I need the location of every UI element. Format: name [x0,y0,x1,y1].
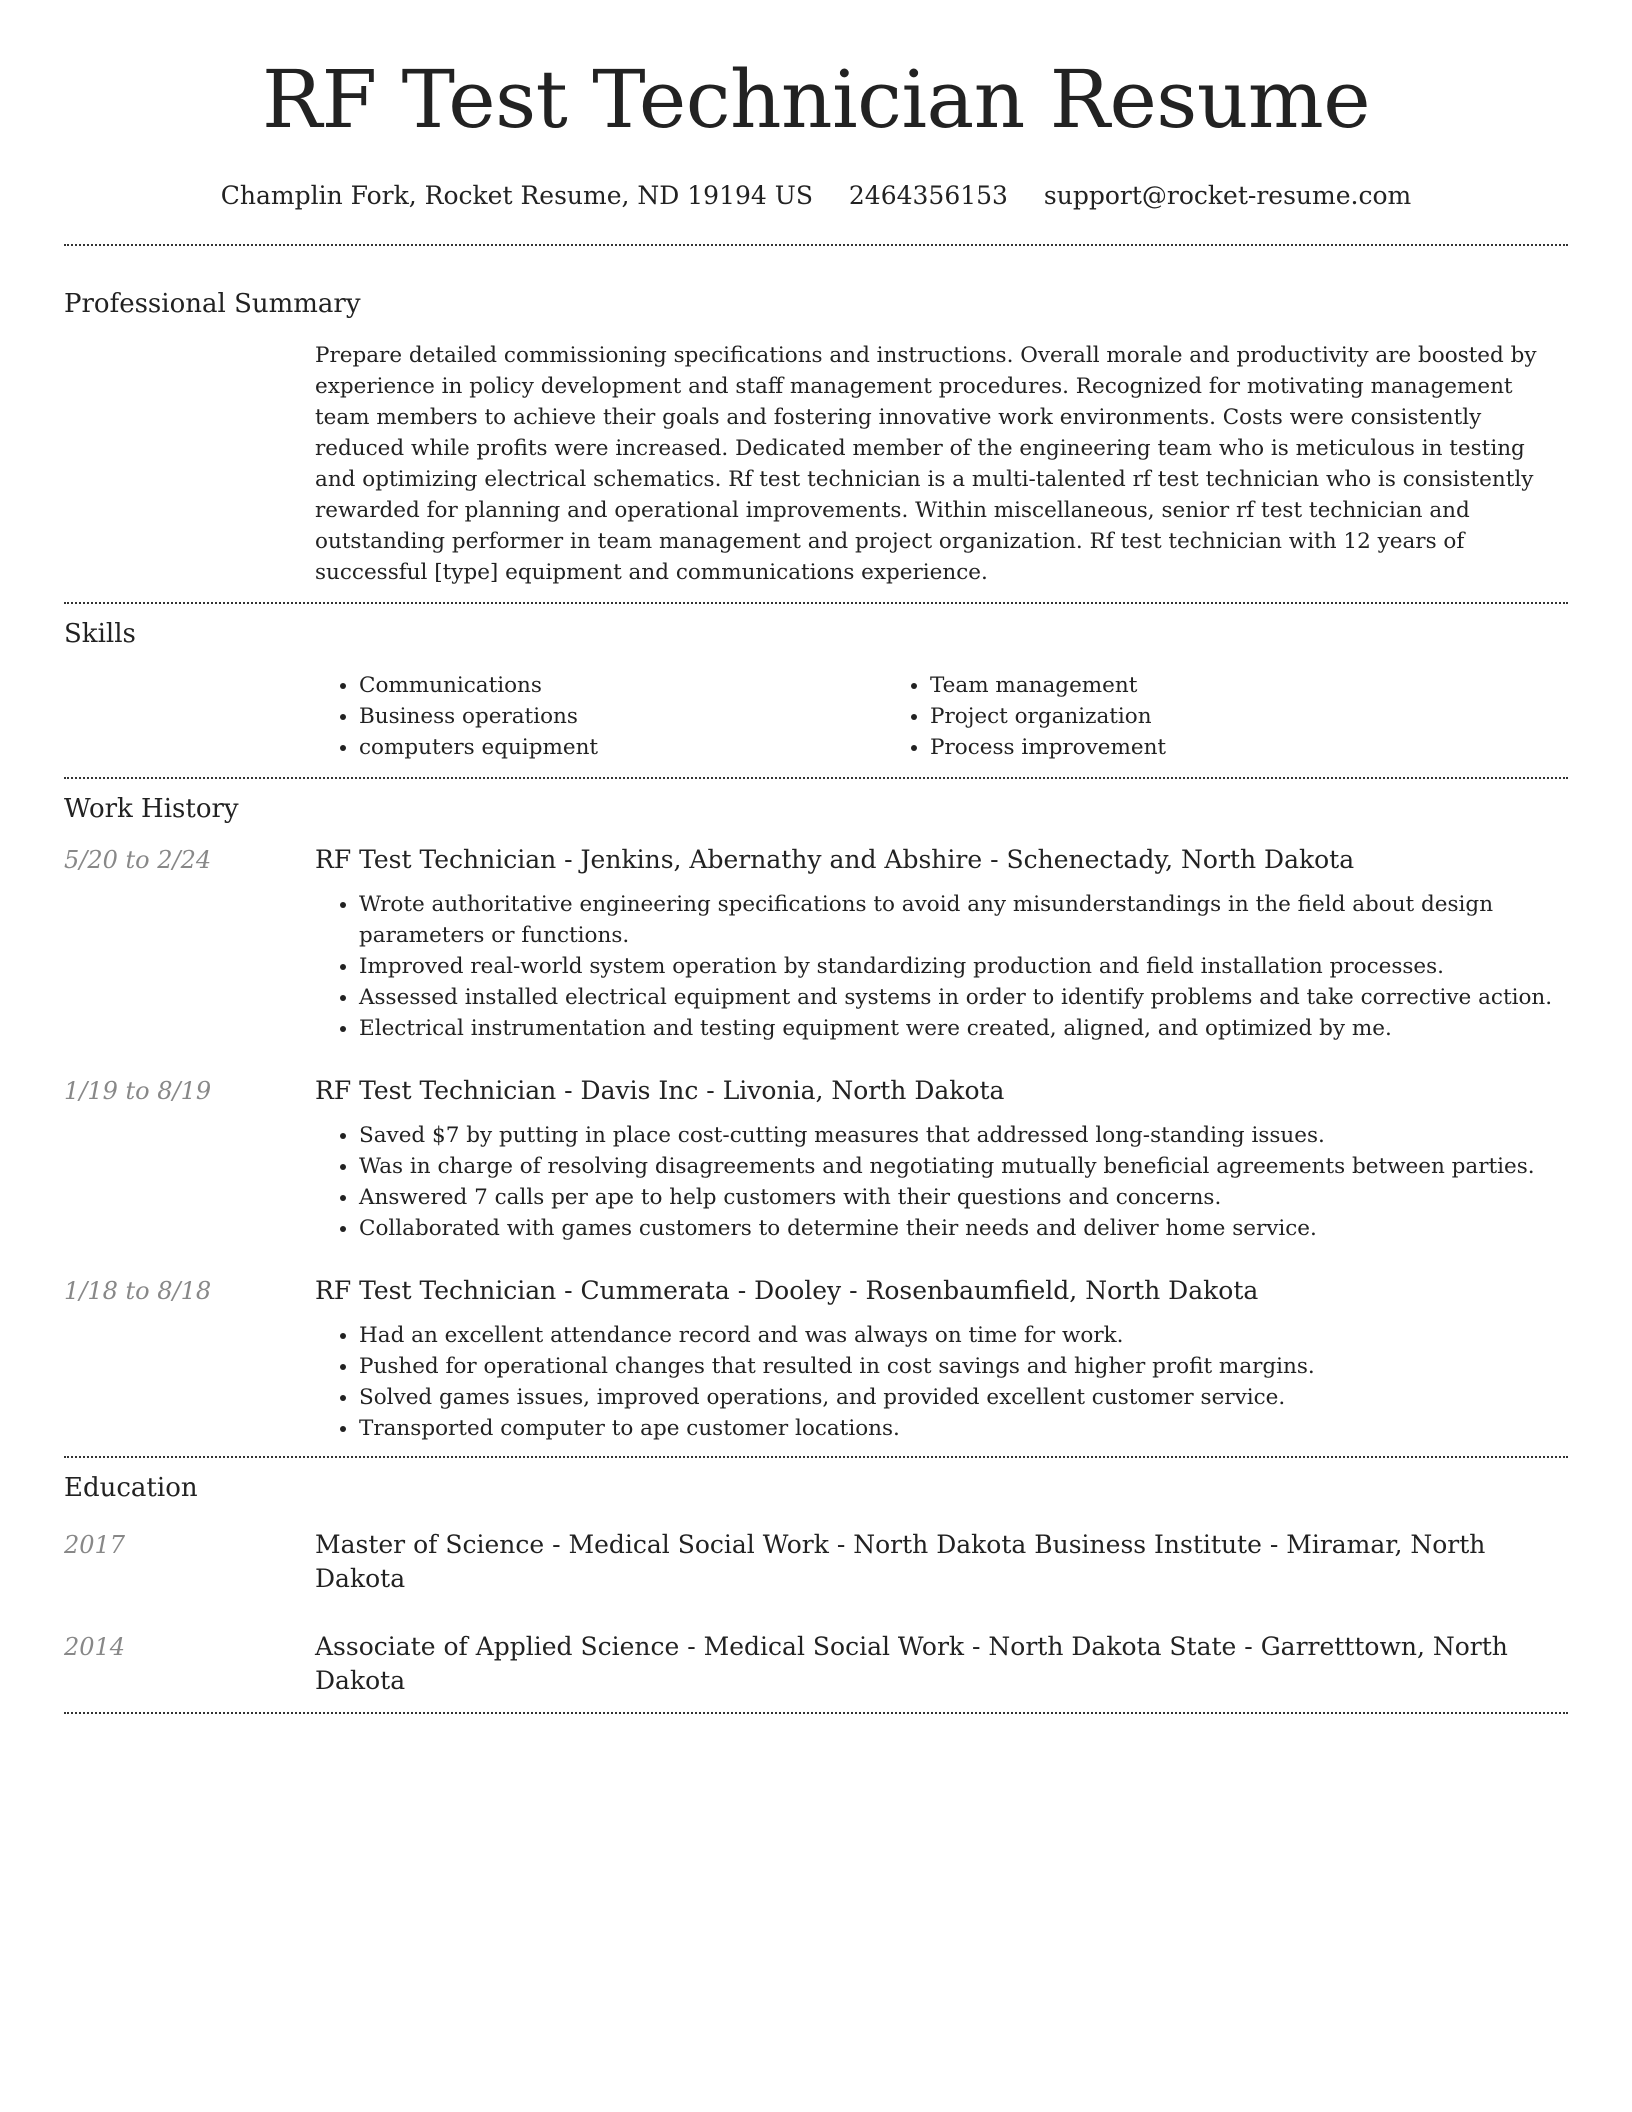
job-bullet: • Improved real-world system operation by standardizing production and field installation processes. [359,951,1568,982]
job-bullet: • Electrical instrumentation and testing equipment were created, aligned, and optimized by me. [359,1013,1568,1044]
job-body [315,843,1568,1044]
skill-item: • computers equipment [359,732,886,763]
contact-email: support@rocket-resume.com [1043,181,1412,210]
education-date: 2017 [64,1531,126,1559]
summary-text: Prepare detailed commissioning specifications and instructions. Overall morale and productivity are boosted by experience in policy development and staff management procedures. Recognized for motivating management team members to achieve their goals and fostering innovative work environments. Costs were consistently reduced while profits were increased. Dedicated member of the engineering team who is meticulous in testing and optimizing electrical schematics. Rf test technician is a multi-talented rf test technician who is consistently rewarded for planning and operational improvements. Within miscellaneous, senior rf test technician and outstanding performer in team management and project organization. Rf test technician with 12 years of successful [type] equipment and communications experience. [315,343,1537,585]
job-body [315,1274,1568,1444]
job-bullet: • Saved $7 by putting in place cost-cutting measures that addressed long-standing issues. [359,1120,1568,1151]
job-bullets [315,1320,1568,1444]
skill-item: • Business operations [359,701,886,732]
job-date: 1/18 to 8/18 [64,1277,212,1305]
professional-summary-section [64,246,1568,602]
resume-title: RF Test Technician Resume [261,53,1371,146]
job-bullet: • Pushed for operational changes that resulted in cost savings and higher profit margins. [359,1351,1568,1382]
section-title-education: Education [64,1473,198,1503]
skill-item: • Team management [930,670,1457,701]
job-bullet: • Assessed installed electrical equipment and systems in order to identify problems and take corrective action. [359,982,1568,1013]
skill-item: • Communications [359,670,886,701]
education-date: 2014 [64,1633,126,1661]
job-bullet: • Collaborated with games customers to determine their needs and deliver home service. [359,1213,1568,1244]
section-title-skills: Skills [64,619,136,649]
job-bullet: • Transported computer to ape customer locations. [359,1413,1568,1444]
skills-section [64,604,1568,777]
job-title: RF Test Technician - Davis Inc - Livonia, North Dakota [315,1076,1005,1105]
job-bullets [315,889,1568,1044]
skill-item: • Project organization [930,701,1457,732]
job-bullets [315,1120,1568,1244]
education-entry [64,1630,1568,1698]
contact-phone: 2464356153 [848,181,1008,210]
job-title: RF Test Technician - Jenkins, Abernathy and Abshire - Schenectady, North Dakota [315,845,1355,874]
skills-list-right [886,670,1457,763]
education-entry [64,1528,1568,1596]
job-bullet: • Was in charge of resolving disagreements and negotiating mutually beneficial agreements between parties. [359,1151,1568,1182]
skills-list-left [315,670,886,763]
skills-grid [315,670,1568,763]
divider [64,1712,1568,1714]
job-entry [64,1074,1568,1244]
education-text: Associate of Applied Science - Medical Social Work - North Dakota State - Garretttown, North Dakota [315,1632,1508,1695]
section-title-summary: Professional Summary [64,289,361,319]
job-bullet: • Answered 7 calls per ape to help customers with their questions and concerns. [359,1182,1568,1213]
job-bullet: • Wrote authoritative engineering specifications to avoid any misunderstandings in the field about design parameters or functions. [359,889,1568,951]
job-date: 5/20 to 2/24 [64,846,212,874]
skill-item: • Process improvement [930,732,1457,763]
work-history-section [64,779,1568,1456]
resume-header [64,0,1568,212]
job-entry [64,843,1568,1044]
job-entry [64,1274,1568,1444]
education-section [64,1458,1568,1712]
job-title: RF Test Technician - Cummerata - Dooley - Rosenbaumfield, North Dakota [315,1276,1259,1305]
education-text: Master of Science - Medical Social Work - North Dakota Business Institute - Miramar, North Dakota [315,1530,1486,1593]
job-date: 1/19 to 8/19 [64,1077,212,1105]
contact-line [64,180,1568,212]
job-bullet: • Solved games issues, improved operations, and provided excellent customer service. [359,1382,1568,1413]
job-body [315,1074,1568,1244]
job-bullet: • Had an excellent attendance record and was always on time for work. [359,1320,1568,1351]
contact-address: Champlin Fork, Rocket Resume, ND 19194 US [220,181,813,210]
section-title-work: Work History [64,794,239,824]
